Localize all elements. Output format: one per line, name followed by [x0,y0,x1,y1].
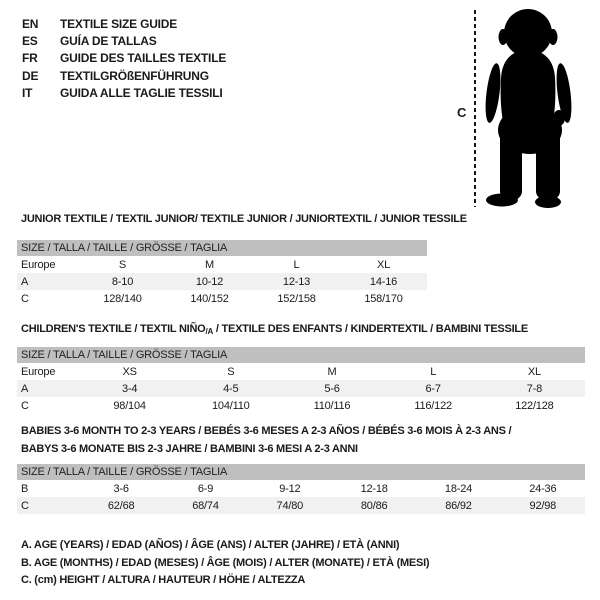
table-row [17,290,427,307]
table-row [17,380,585,397]
table-row [17,480,585,497]
babies-size-table [17,464,585,514]
size-value-cell: 86/92 [416,497,500,514]
footnote-a: A. AGE (YEARS) / EDAD (AÑOS) / ÂGE (ANS) / ALTER (JAHRE) / ETÀ (ANNI) [21,539,400,551]
language-item [22,85,226,102]
children-title-sub: /A [205,327,214,336]
language-code: IT [22,86,33,101]
language-item [22,15,226,32]
babies-title-line-1: BABIES 3-6 MONTH TO 2-3 YEARS / BEBÉS 3-6 MESES A 2-3 AÑOS / BÉBÉS 3-6 MOIS À 2-3 ANS / [21,425,512,437]
language-code: ES [22,34,38,49]
size-value-cell: L [430,365,437,378]
height-measure-dashed-line [474,10,476,207]
size-value-cell: 68/74 [163,497,247,514]
size-value-cell: 98/104 [113,399,146,412]
table-row [17,256,427,273]
children-title-post: / TEXTILE DES ENFANTS / KINDERTEXTIL / BAMBINI TESSILE [213,323,528,335]
size-value-cell: 24-36 [529,482,557,495]
size-value-cell: 10-12 [166,273,253,290]
language-code: FR [22,51,38,66]
size-value-cell: 110/116 [313,399,351,412]
row-label: C [17,497,79,514]
size-value-cell: 158/170 [364,292,403,305]
size-value-cell: 14-16 [340,273,427,290]
size-value-cell: XL [527,365,541,378]
language-item [22,32,226,49]
size-value-cell: 104/110 [212,399,250,412]
size-header-cell: SIZE / TALLA / TAILLE / GRÖSSE / TAGLIA [17,240,427,256]
size-header-row [17,347,585,363]
size-value-cell: 8-10 [79,273,166,290]
junior-section-title: JUNIOR TEXTILE / TEXTIL JUNIOR/ TEXTILE JUNIOR / JUNIORTEXTIL / JUNIOR TESSILE [21,213,467,225]
size-value-cell: 140/152 [190,292,229,305]
size-value-cell: XS [122,365,137,378]
language-code: EN [22,16,39,31]
size-value-cell: 7-8 [484,380,585,397]
language-label: TEXTILE SIZE GUIDE [60,16,178,31]
size-value-cell: 92/98 [501,497,585,514]
babies-title-line-2: BABYS 3-6 MONATE BIS 2-3 JAHRE / BAMBINI 3-6 MESI A 2-3 ANNI [21,442,358,455]
row-label: Europe [21,258,56,271]
row-label: Europe [21,365,56,378]
size-value-cell: 74/80 [248,497,332,514]
table-row [17,363,585,380]
language-item [22,67,226,84]
footnote-b: B. AGE (MONTHS) / EDAD (MESES) / ÂGE (MOIS) / ALTER (MONATE) / ETÀ (MESI) [21,556,430,569]
table-row [17,273,427,290]
size-value-cell: 3-4 [79,380,180,397]
language-label: GUIDE DES TAILLES TEXTILE [60,51,227,66]
language-list [22,15,226,102]
row-label: A [17,380,79,397]
size-value-cell: 9-12 [279,482,301,495]
language-code: DE [22,68,39,83]
size-value-cell: S [227,365,235,378]
size-value-cell: L [293,258,300,271]
size-value-cell: 6-7 [383,380,484,397]
size-value-cell: 5-6 [281,380,382,397]
size-header-row [17,240,427,256]
size-value-cell: 116/122 [414,399,452,412]
size-value-cell: 128/140 [103,292,142,305]
babies-section-title [21,423,511,458]
size-value-cell: S [118,258,127,271]
size-value-cell: 12-13 [253,273,340,290]
size-value-cell: M [327,365,337,378]
row-label: C [21,292,29,305]
children-size-table [17,347,585,414]
size-value-cell: 6-9 [197,482,214,495]
size-value-cell: 80/86 [332,497,416,514]
language-label: GUÍA DE TALLAS [60,34,157,49]
children-section-title [21,321,528,341]
row-label: C [21,399,29,412]
footnote-legend [21,537,429,590]
junior-size-table [17,240,427,307]
measure-label-c: C [457,105,467,120]
baby-silhouette-icon [484,8,576,208]
size-header-row [17,464,585,480]
size-value-cell: M [205,258,214,271]
table-row [17,497,585,514]
language-item [22,50,226,67]
row-label: A [17,273,79,290]
size-value-cell: 62/68 [79,497,163,514]
size-value-cell: 12-18 [360,482,388,495]
size-value-cell: XL [376,258,391,271]
table-row [17,397,585,414]
size-value-cell: 4-5 [180,380,281,397]
language-label: GUIDA ALLE TAGLIE TESSILI [60,86,223,101]
children-title-pre: CHILDREN'S TEXTILE / TEXTIL NIÑO [21,323,206,335]
size-header-cell: SIZE / TALLA / TAILLE / GRÖSSE / TAGLIA [17,347,585,363]
row-label: B [21,482,29,495]
size-value-cell: 18-24 [444,482,473,495]
size-header-cell: SIZE / TALLA / TAILLE / GRÖSSE / TAGLIA [17,464,585,480]
size-value-cell: 122/128 [515,399,554,412]
size-value-cell: 152/158 [277,292,316,305]
size-value-cell: 3-6 [113,482,129,495]
footnote-c: C. (cm) HEIGHT / ALTURA / HAUTEUR / HÖHE / ALTEZZA [21,574,306,586]
language-label: TEXTILGRÖßENFÜHRUNG [60,68,209,83]
